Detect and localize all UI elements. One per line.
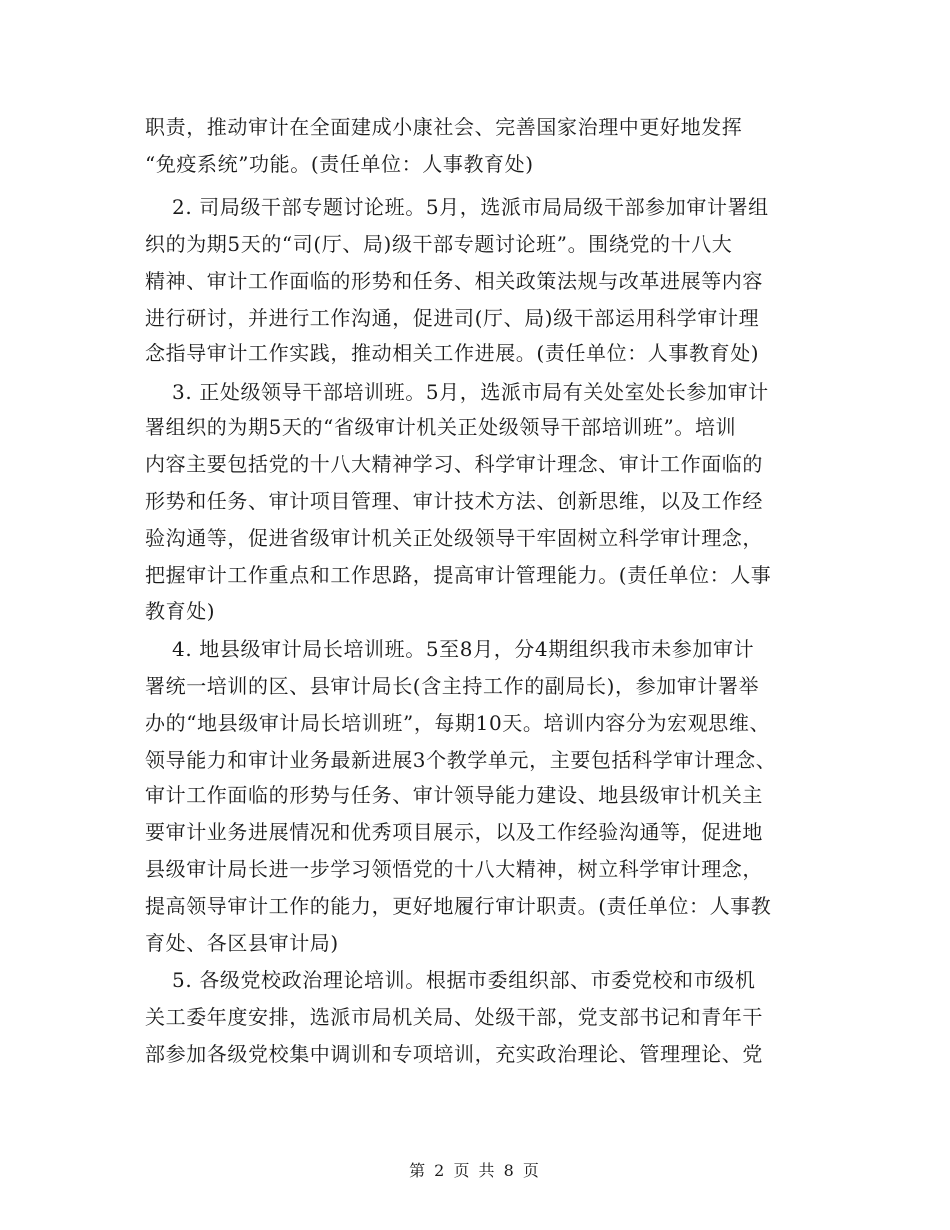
text-line: 审计工作面临的形势与任务、审计领导能力建设、地县级审计机关主 xyxy=(145,783,763,807)
text-line: 进行研讨，并进行工作沟通，促进司(厅、局)级干部运用科学审计理 xyxy=(145,306,760,330)
text-line: 内容主要包括党的十八大精神学习、科学审计理念、审计工作面临的 xyxy=(145,452,763,476)
text-line: 2. 司局级干部专题讨论班。5月，选派市局局级干部参加审计署组 xyxy=(172,195,769,219)
text-line: 念指导审计工作实践，推动相关工作进展。(责任单位：人事教育处) xyxy=(145,341,760,365)
text-line: 3. 正处级领导干部培训班。5月，选派市局有关处室处长参加审计 xyxy=(172,380,769,404)
page-number-footer: 第 2 页 共 8 页 xyxy=(409,1161,541,1180)
text-line: 要审计业务进展情况和优秀项目展示，以及工作经验沟通等，促进地 xyxy=(145,820,763,844)
text-line: 县级审计局长进一步学习领悟党的十八大精神，树立科学审计理念， xyxy=(145,857,763,881)
text-line: “免疫系统”功能。(责任单位：人事教育处) xyxy=(145,152,534,176)
text-line: 精神、审计工作面临的形势和任务、相关政策法规与改革进展等内容 xyxy=(145,269,763,293)
text-line: 署统一培训的区、县审计局长(含主持工作的副局长)，参加审计署举 xyxy=(145,674,760,698)
text-line: 领导能力和审计业务最新进展3个教学单元，主要包括科学审计理念、 xyxy=(145,748,777,772)
text-line: 部参加各级党校集中调训和专项培训，充实政治理论、管理理论、党 xyxy=(145,1042,763,1066)
text-line: 织的为期5天的“司(厅、局)级干部专题讨论班”。围绕党的十八大 xyxy=(145,232,733,256)
text-line: 形势和任务、审计项目管理、审计技术方法、创新思维，以及工作经 xyxy=(145,489,763,513)
text-line: 教育处) xyxy=(145,599,216,623)
text-line: 验沟通等，促进省级审计机关正处级领导干牢固树立科学审计理念， xyxy=(145,526,763,550)
text-line: 关工委年度安排，选派市局机关局、处级干部，党支部书记和青年干 xyxy=(145,1005,763,1029)
text-line: 把握审计工作重点和工作思路，提高审计管理能力。(责任单位：人事 xyxy=(145,563,772,587)
text-line: 5. 各级党校政治理论培训。根据市委组织部、市委党校和市级机 xyxy=(172,968,756,992)
text-line: 署组织的为期5天的“省级审计机关正处级领导干部培训班”。培训 xyxy=(145,415,737,439)
text-line: 职责，推动审计在全面建成小康社会、完善国家治理中更好地发挥 xyxy=(145,115,743,139)
text-line: 办的“地县级审计局长培训班”，每期10天。培训内容分为宏观思维、 xyxy=(145,711,771,735)
text-line: 4. 地县级审计局长培训班。5至8月，分4期组织我市未参加审计 xyxy=(172,637,755,661)
text-line: 提高领导审计工作的能力，更好地履行审计职责。(责任单位：人事教 xyxy=(145,894,772,918)
text-line: 育处、各区县审计局) xyxy=(145,931,339,955)
